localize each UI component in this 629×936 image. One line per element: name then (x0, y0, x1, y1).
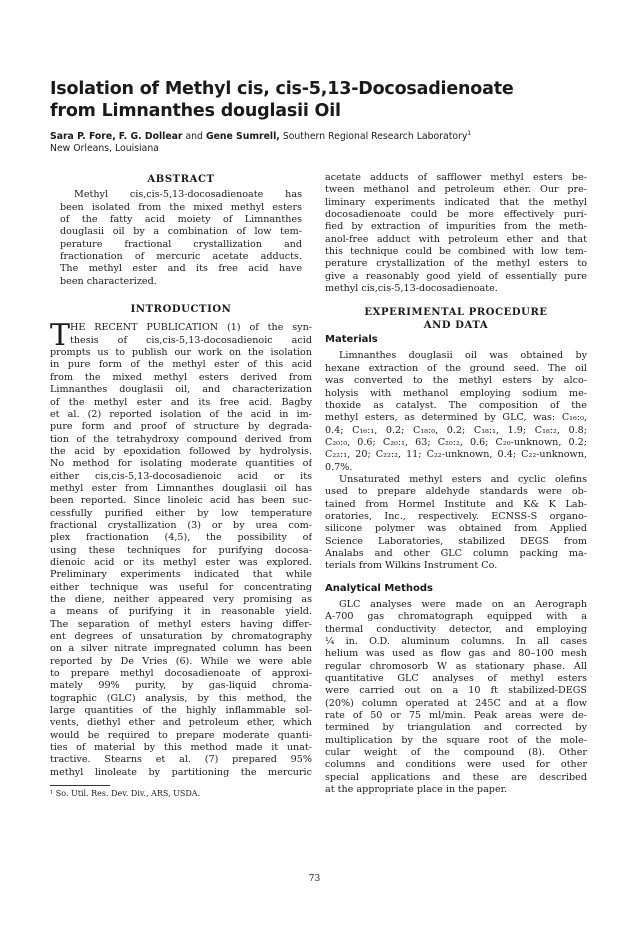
intro-line: either cis,cis-5,13-docosadienoic acid or its (50, 470, 312, 482)
materials-line: silicone polymer was obtained from Applied (325, 523, 587, 535)
intro-line: using these techniques for purifying docosa- (50, 544, 312, 556)
abstract-line: perature fractional crystallization and (60, 238, 302, 250)
intro-line: from the mixed methyl esters derived from (50, 371, 312, 383)
drop-cap: T (50, 318, 71, 354)
intro-line: either technique was useful for concentrating (50, 581, 312, 593)
intro-line: Preliminary experiments indicated that while (50, 569, 312, 581)
materials-line: Analabs and other GLC column packing ma- (325, 547, 587, 559)
abstract-line: douglasii oil by a combination of low tem- (60, 226, 302, 238)
analytical-line: GLC analyses were made on an Aerograph (339, 599, 587, 610)
intro-line: large quantities of the highly inflammable sol- (50, 705, 312, 717)
intro-line: pure form and proof of structure by degrada- (50, 421, 312, 433)
page-number: 73 (308, 874, 321, 884)
author-name: Sara P. Fore, (50, 131, 116, 143)
analytical-line: special applications and these are described (325, 771, 587, 783)
footnote: ¹ So. Util. Res. Dev. Div., ARS, USDA. (50, 789, 201, 799)
intro-line: Limnanthes douglasii oil, and characterization (50, 384, 312, 396)
materials-line: Unsaturated methyl esters and cyclic olefins (339, 473, 587, 485)
materials-line: thoxide as catalyst. The composition of the (325, 399, 587, 411)
intro-line: reported by De Vries (6). While we were able (50, 655, 312, 667)
intro-line: ties of material by this method made it unat- (50, 742, 312, 754)
intro-line: vents, diethyl ether and petroleum ether, which (50, 717, 312, 729)
analytical-line: were carried out on a 10 ft stabilized-DEGS (325, 685, 587, 697)
analytical-line: (20%) column operated at 245C and at a flow (325, 697, 587, 709)
intro-line: mately 99% purity, by gas-liquid chroma- (50, 680, 312, 692)
analytical-line: termined by triangulation and corrected by (325, 722, 587, 734)
intro-line: tographic (GLC) analysis, by this method, the (50, 692, 312, 704)
analytical-line: thermal conductivity detector, and employing (325, 623, 587, 635)
intro-line: et al. (2) reported isolation of the acid in im- (50, 408, 312, 420)
title-line-2: from Limnanthes douglasii Oil (50, 101, 341, 121)
body-line: docosadienoate could be more effectively puri- (325, 209, 587, 221)
materials-body (325, 350, 587, 572)
intro-line: prompts us to publish our work on the isolation (50, 347, 312, 359)
left-column (50, 172, 312, 799)
body-line: tween methanol and petroleum ether. Our pre- (325, 184, 587, 196)
intro-line: The separation of methyl esters having differ- (50, 618, 312, 630)
intro-line: tractive. Stearns et al. (7) prepared 95% (50, 754, 312, 766)
experimental-heading: EXPERIMENTAL PROCEDURE (364, 307, 548, 319)
intro-line: would be required to prepare moderate quanti- (50, 729, 312, 741)
intro-line: plex fractionation (4,5), the possibility of (50, 532, 312, 544)
analytical-line: columns and conditions were used for other (325, 759, 587, 771)
analytical-line: ¼ in. O.D. aluminum columns. In all cases (325, 636, 587, 648)
introduction-body (50, 318, 312, 779)
abstract-line: The methyl ester and its free acid have (60, 263, 302, 275)
body-line: methyl cis,cis-5,13-docosadienoate. (325, 283, 498, 295)
intro-line: dienoic acid or its methyl ester was explored. (50, 556, 312, 568)
intro-line: methyl ester from Limnanthes douglasii oil has (50, 482, 312, 494)
abstract-line: been characterized. (60, 275, 157, 287)
analytical-line: at the appropriate place in the paper. (325, 784, 508, 796)
materials-line: tained from Hormel Institute and K& K Lab- (325, 498, 587, 510)
body-line: give a reasonably good yield of essentially pure (325, 270, 587, 282)
author-conjunction: and (185, 131, 203, 143)
intro-line: tion of the tetrahydroxy compound derived from (50, 433, 312, 445)
body-line: fied by extraction of impurities from the meth- (325, 221, 587, 233)
abstract-line: of the fatty acid moiety of Limnanthes (60, 214, 302, 226)
analytical-body (325, 599, 587, 797)
body-line: anol-free adduct with petroleum ether and that (325, 233, 587, 245)
materials-line: used to prepare aldehyde standards were ob- (325, 486, 587, 498)
materials-line: 0.7%. (325, 461, 353, 473)
analytical-line: regular chromosorb W as stationary phase. All (325, 660, 587, 672)
materials-line: Limnanthes douglasii oil was obtained by (339, 350, 587, 362)
analytical-line: quantitative GLC analyses of methyl esters (325, 673, 587, 685)
author-block (50, 128, 610, 154)
intro-line: HE RECENT PUBLICATION (1) of the syn- (70, 322, 312, 334)
intro-line: been reported. Since linoleic acid has been suc- (50, 495, 312, 507)
analytical-heading: Analytical Methods (325, 582, 433, 594)
author-name: F. G. Dollear (118, 131, 183, 143)
body-line: this technique could be combined with low tem- (325, 246, 587, 258)
intro-line: thesis of cis,cis-5,13-docosadienoic acid (70, 334, 312, 346)
intro-line: of the methyl ester and its free acid. Bagby (50, 396, 312, 408)
materials-line: holysis with methanol employing sodium me- (325, 387, 587, 399)
materials-line: C₂₂:₁, 20; C₂₂:₂, 11; C₂₂-unknown, 0.4; C₂₂-unknown, (325, 449, 587, 461)
author-name: Gene Sumrell, (205, 131, 280, 143)
introduction-heading: INTRODUCTION (130, 304, 232, 316)
body-line: perature crystallization of the methyl esters to (325, 258, 587, 270)
intro-line: on a silver nitrate impregnated column has been (50, 643, 312, 655)
right-column (325, 172, 587, 797)
abstract-line: fractionation of mercuric acetate adducts. (60, 251, 302, 263)
materials-line: was converted to the methyl esters by alco- (325, 375, 587, 387)
body-line: acetate adducts of safflower methyl esters be- (325, 172, 587, 183)
intro-line: the diene, neither appeared very promising as (50, 594, 312, 605)
intro-line: a means of purifying it in reasonable yield. (50, 606, 312, 618)
materials-line: methyl esters, as determined by GLC, was: C₁₆:₀, (325, 412, 587, 424)
analytical-line: cular weight of the compound (8). Other (325, 747, 587, 759)
analytical-line: rate of 50 or 75 ml/min. Peak areas were de- (325, 710, 587, 722)
materials-line: Science Laboratories, stabilized DEGS from (325, 535, 587, 547)
intro-line: in pure form of the methyl ester of this acid (50, 359, 312, 371)
intro-line: the acid by epoxidation followed by hydrolysis. (50, 445, 312, 457)
affiliation-mark: 1 (467, 130, 472, 137)
title-line-1: Isolation of Methyl cis, cis-5,13-Docosadienoate (50, 79, 514, 99)
analytical-line: A-700 gas chromatograph equipped with a (325, 611, 587, 623)
materials-line: oratories, Inc., respectively. ECNSS-S organo- (325, 510, 587, 522)
abstract-body (50, 189, 312, 288)
materials-heading: Materials (325, 334, 378, 346)
experimental-heading-2: AND DATA (423, 319, 489, 331)
intro-line: methyl linoleate by partitioning the mercuric (50, 766, 312, 778)
analytical-line: helium was used as flow gas and 80–100 mesh (325, 648, 587, 660)
materials-line: 0.4; C₁₆:₁, 0.2; C₁₈:₀, 0.2; C₁₈:₁, 1.9; C₁₈:₂, 0.8; (325, 424, 587, 436)
paper-title (50, 78, 590, 122)
footnote-rule (50, 785, 110, 786)
author-location: New Orleans, Louisiana (50, 142, 159, 154)
materials-line: hexane extraction of the ground seed. The oil (325, 362, 587, 374)
intro-line: No method for isolating moderate quantities of (50, 458, 312, 470)
abstract-line: been isolated from the mixed methyl esters (60, 201, 302, 213)
intro-line: fractional crystallization (3) or by urea com- (50, 519, 312, 531)
intro-line: ent degrees of unsaturation by chromatography (50, 631, 312, 643)
abstract-heading: ABSTRACT (147, 174, 215, 185)
analytical-line: multiplication by the square root of the mole- (325, 734, 587, 746)
author-line (50, 128, 610, 143)
intro-line: to prepare methyl docosadienoate of approxi- (50, 668, 312, 680)
body-line: liminary experiments indicated that the methyl (325, 196, 587, 208)
intro-line: cessfully purified either by low temperature (50, 507, 312, 519)
affiliation: Southern Regional Research Laboratory (282, 131, 468, 143)
materials-line: C₂₀:₀, 0.6; C₂₀:₁, 63; C₂₀:₂, 0.6; C₂₀-unknown, 0.2; (325, 436, 587, 448)
abstract-line: Methyl cis,cis-5,13-docosadienoate has (74, 189, 302, 201)
materials-line: terials from Wilkins Instrument Co. (325, 560, 498, 572)
